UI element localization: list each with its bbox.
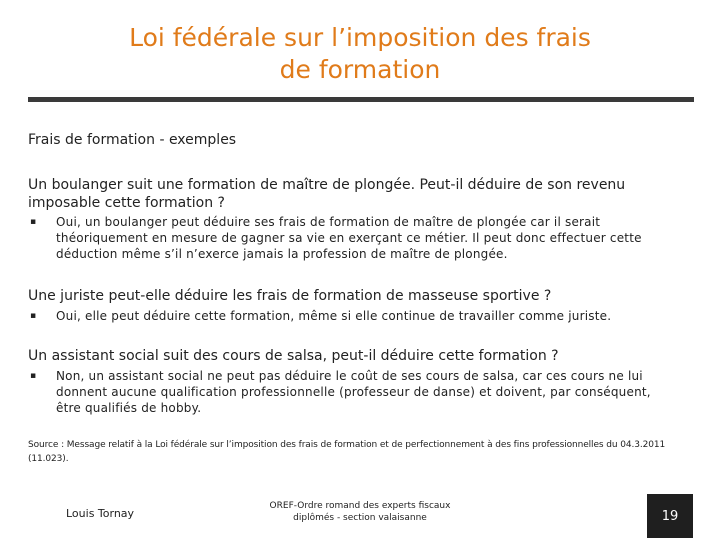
bullet-icon: ▪	[30, 217, 37, 227]
slide-title-line-1: Loi fédérale sur l’imposition des frais	[129, 23, 591, 52]
bullet-icon: ▪	[30, 371, 37, 381]
footer-organization-line-2: diplômés - section valaisanne	[293, 513, 427, 523]
question-1: Un boulanger suit une formation de maître de plongée. Peut-il déduire de son revenu imposable cette formation ?	[28, 177, 626, 211]
footer-organization-line-1: OREF-Ordre romand des experts fiscaux	[269, 501, 451, 511]
source-citation: Source : Message relatif à la Loi fédérale sur l’imposition des frais de formation et de perfectionnement à des fins professionnelles du 04.3.2011 (11.023).	[28, 440, 666, 464]
bullet-icon: ▪	[30, 311, 37, 321]
question-3: Un assistant social suit des cours de salsa, peut-il déduire cette formation ?	[28, 348, 559, 364]
slide-title	[60, 22, 660, 86]
slide-title-line-2: de formation	[279, 55, 441, 84]
answer-1	[30, 214, 670, 262]
question-2: Une juriste peut-elle déduire les frais de formation de masseuse sportive ?	[28, 288, 552, 304]
answer-3	[30, 368, 670, 416]
answer-2-text: Oui, elle peut déduire cette formation, même si elle continue de travailler comme juriste.	[56, 309, 612, 323]
footer-organization	[240, 500, 480, 524]
answer-2	[30, 308, 670, 324]
answer-1-text: Oui, un boulanger peut déduire ses frais de formation de maître de plongée car il serait théoriquement en mesure de gagner sa vie en exerçant ce métier. Il peut donc effectuer cette déduction même s’il n’exerce jamais la profession de maître de plongée.	[56, 215, 642, 261]
page-number: 19	[647, 494, 693, 538]
footer-author: Louis Tornay	[66, 507, 135, 520]
answer-3-text: Non, un assistant social ne peut pas déduire le coût de ses cours de salsa, car ces cours ne lui donnent aucune qualification professionnelle (professeur de danse) et doivent, par conséquent, être qualifiés de hobby.	[56, 369, 651, 415]
title-divider	[28, 97, 694, 102]
section-subtitle: Frais de formation - exemples	[28, 132, 237, 148]
